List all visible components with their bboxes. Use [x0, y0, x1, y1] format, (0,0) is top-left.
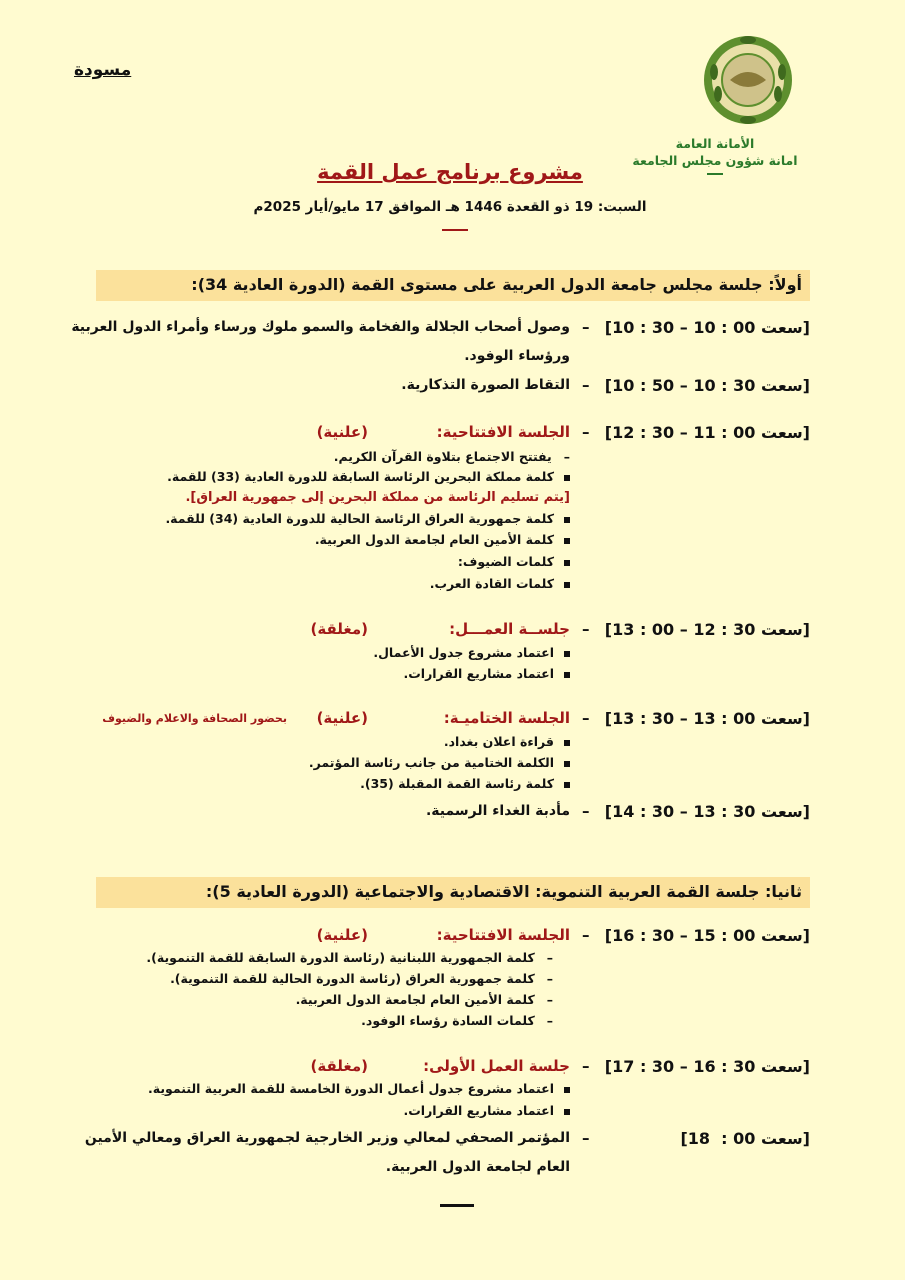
list-item-text: كلمات السادة رؤساء الوفود. — [361, 1013, 535, 1028]
dash-mark: – — [582, 318, 590, 336]
agenda-item: التقاط الصورة التذكارية. — [401, 377, 570, 393]
dash-mark: – — [582, 1057, 590, 1075]
list-item — [444, 734, 570, 749]
dash-mark: – — [582, 423, 590, 441]
list-item: –كلمة الأمين العام لجامعة الدول العربية. — [295, 992, 553, 1007]
list-item-text: كلمة الأمين العام لجامعة الدول العربية. — [314, 532, 554, 547]
session-title: جلسة العمل الأولى: — [423, 1057, 570, 1075]
divider — [707, 173, 723, 175]
dept-line-2: امانة شؤون مجلس الجامعة — [632, 153, 798, 168]
agenda-item-cont: ورؤساء الوفود. — [464, 348, 570, 364]
list-item: –كلمة جمهورية العراق (رئاسة الدورة الحالية للقمة التنموية). — [170, 971, 553, 986]
list-item-text: اعتماد مشاريع القرارات. — [403, 1103, 554, 1118]
list-item — [403, 1103, 570, 1118]
session-title: الجلسة الختاميـة: — [443, 709, 570, 727]
list-item — [430, 576, 570, 591]
session-status: (علنية) — [316, 423, 368, 441]
dash-mark: – — [582, 709, 590, 727]
divider — [442, 229, 468, 231]
list-item-text: اعتماد مشروع جدول أعمال الدورة الخامسة للقمة العربية التنموية. — [148, 1081, 554, 1096]
list-item — [403, 666, 570, 681]
list-item-text: كلمة رئاسة القمة المقبلة (35). — [360, 776, 554, 791]
list-item — [148, 1081, 570, 1096]
list-item — [165, 511, 570, 526]
session-title: جلســة العمـــل: — [449, 620, 570, 638]
time-slot: [سعت 30 : 13 – 30 : 14] — [604, 802, 810, 821]
list-item-text: كلمة مملكة البحرين الرئاسة السابقة للدورة العادية (33) للقمة. — [167, 469, 554, 484]
list-item: –كلمات السادة رؤساء الوفود. — [361, 1013, 553, 1028]
section-1-band — [96, 270, 810, 301]
dash-mark: – — [582, 1129, 590, 1147]
list-item — [309, 755, 570, 770]
list-item-text: كلمة جمهورية العراق الرئاسة الحالية للدورة العادية (34) للقمة. — [165, 511, 554, 526]
arab-league-emblem-icon — [700, 32, 796, 128]
list-item — [373, 645, 570, 660]
time-slot: [سعت 00 : 13 – 30 : 13] — [604, 709, 810, 728]
time-slot: [سعت 30 : 10 – 50 : 10] — [604, 376, 810, 395]
list-item-text: الكلمة الختامية من جانب رئاسة المؤتمر. — [308, 755, 554, 770]
session-status: (مغلقة) — [310, 1057, 368, 1075]
list-item — [167, 469, 570, 484]
list-item-text: كلمات القادة العرب. — [429, 576, 554, 591]
session-status: (علنية) — [316, 709, 368, 727]
time-slot: [سعت 00 : 18] — [680, 1129, 810, 1148]
list-item-text: كلمة جمهورية العراق (رئاسة الدورة الحالية للقمة التنموية). — [170, 971, 535, 986]
list-item — [315, 532, 570, 547]
page-title: مشروع برنامج عمل القمة — [317, 160, 583, 184]
dash-mark: – — [582, 620, 590, 638]
section-2-heading: ثانيا: جلسة القمة العربية التنموية: الاقتصادية والاجتماعية (الدورة العادية 5): — [205, 882, 802, 901]
dash-mark: – — [582, 802, 590, 820]
list-item-text: قراءة اعلان بغداد. — [443, 734, 554, 749]
dash-mark: – — [582, 926, 590, 944]
draft-label: مسودة — [74, 60, 132, 80]
department-block — [605, 135, 825, 175]
dept-line-1: الأمانة العامة — [675, 136, 755, 151]
time-slot: [سعت 30 : 12 – 00 : 13] — [604, 620, 810, 639]
page-date: السبت: 19 ذو القعدة 1446 هـ الموافق 17 مايو/أيار 2025م — [253, 199, 647, 215]
session-title: الجلسة الافتتاحية: — [436, 423, 570, 441]
session-title: الجلسة الافتتاحية: — [436, 926, 570, 944]
list-item-text: كلمة الأمين العام لجامعة الدول العربية. — [295, 992, 535, 1007]
end-divider — [440, 1204, 474, 1207]
attendance-note: بحضور الصحافة والاعلام والضيوف — [102, 712, 287, 725]
list-item — [360, 776, 570, 791]
list-item-text: كلمة الجمهورية اللبنانية (رئاسة الدورة السابقة للقمة التنموية). — [146, 950, 535, 965]
list-item: –كلمة الجمهورية اللبنانية (رئاسة الدورة السابقة للقمة التنموية). — [146, 950, 553, 965]
agenda-item: وصول أصحاب الجلالة والفخامة والسمو ملوك ورساء وأمراء الدول العربية — [71, 319, 570, 335]
time-slot: [سعت 00 : 15 – 30 : 16] — [604, 926, 810, 945]
list-item-text: كلمات الضيوف: — [457, 554, 554, 569]
section-2-band — [96, 877, 810, 908]
list-item — [458, 554, 570, 569]
session-status: (مغلقة) — [310, 620, 368, 638]
list-item-text: يفتتح الاجتماع بتلاوة القرآن الكريم. — [333, 449, 552, 464]
list-item-text: اعتماد مشاريع القرارات. — [403, 666, 554, 681]
session-status: (علنية) — [316, 926, 368, 944]
list-item: –يفتتح الاجتماع بتلاوة القرآن الكريم. — [333, 449, 570, 464]
time-slot: [سعت 00 : 11 – 30 : 12] — [604, 423, 810, 442]
handover-note: [يتم تسليم الرئاسة من مملكة البحرين إلى جمهورية العراق]. — [185, 490, 570, 505]
agenda-item-cont: العام لجامعة الدول العربية. — [385, 1159, 570, 1175]
list-item-text: اعتماد مشروع جدول الأعمال. — [373, 645, 554, 660]
time-slot: [سعت 30 : 16 – 30 : 17] — [604, 1057, 810, 1076]
time-slot: [سعت 00 : 10 – 30 : 10] — [604, 318, 810, 337]
agenda-item: مأدبة الغداء الرسمية. — [425, 803, 570, 819]
agenda-item: المؤتمر الصحفي لمعالي وزير الخارجية لجمهورية العراق ومعالي الأمين — [84, 1130, 570, 1146]
section-1-heading: أولاً: جلسة مجلس جامعة الدول العربية على مستوى القمة (الدورة العادية 34): — [191, 275, 802, 294]
dash-mark: – — [582, 376, 590, 394]
